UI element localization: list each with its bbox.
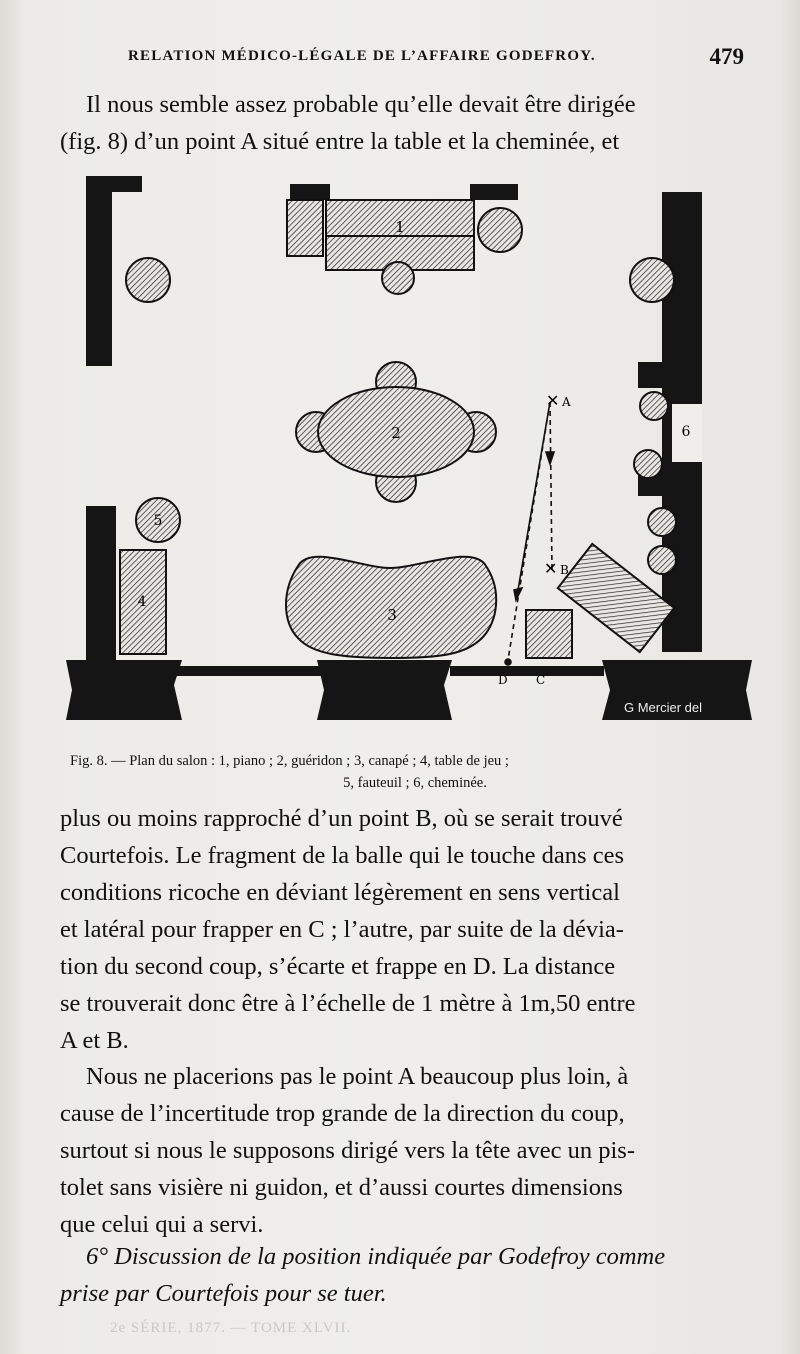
label-5: 5 <box>153 513 163 529</box>
point-a-label: A <box>562 395 571 409</box>
text-line: tolet sans visière ni guidon, et d’aussi courtes dimensions <box>60 1174 623 1201</box>
text-line: 6° Discussion de la position indiquée par Godefroy comme <box>86 1243 666 1270</box>
running-header <box>120 44 750 74</box>
bleed-through-footer: 2e SÉRIE, 1877. — TOME XLVII. <box>110 1320 352 1336</box>
text-line: et latéral pour frapper en C ; l’autre, par suite de la dévia- <box>60 916 624 943</box>
point-d-label: D <box>498 673 508 687</box>
svg-text:✕: ✕ <box>546 391 560 410</box>
page-number: 479 <box>709 44 744 69</box>
box-c <box>526 610 572 658</box>
text-line: se trouverait donc être à l’échelle de 1 mètre à 1m,50 entre <box>60 990 636 1017</box>
text-line: A et B. <box>60 1027 129 1054</box>
salon-floor-plan <box>62 170 762 730</box>
text-line: Nous ne placerions pas le point A beaucoup plus loin, à <box>86 1063 629 1090</box>
cheminee <box>672 404 702 462</box>
caption-line: 5, fauteuil ; 6, cheminée. <box>343 775 487 791</box>
text-line: surtout si nous le supposons dirigé vers la tête avec un pis- <box>60 1137 635 1164</box>
label-3: 3 <box>387 606 397 624</box>
section-heading <box>60 1238 750 1312</box>
text-line: conditions ricoche en déviant légèrement en sens vertical <box>60 879 620 906</box>
label-6: 6 <box>681 424 691 440</box>
point-c-label: C <box>536 673 546 687</box>
table-de-jeu <box>120 550 166 654</box>
engraver-signature: G Mercier del <box>624 700 703 715</box>
text-line: Il nous semble assez probable qu’elle devait être dirigée <box>86 91 636 118</box>
caption-line: Fig. 8. — Plan du salon : 1, piano ; 2, guéridon ; 3, canapé ; 4, table de jeu ; <box>70 753 509 769</box>
piano <box>287 200 522 294</box>
chair <box>126 258 170 302</box>
text-line: que celui qui a servi. <box>60 1211 264 1238</box>
text-line: Courtefois. Le fragment de la balle qui le touche dans ces <box>60 842 624 869</box>
running-title: RELATION MÉDICO-LÉGALE DE L’AFFAIRE GODEFROY. <box>128 48 596 64</box>
text-line: cause de l’incertitude trop grande de la direction du coup, <box>60 1100 625 1127</box>
intro-paragraph <box>60 86 750 160</box>
fauteuil <box>136 498 180 542</box>
svg-text:✕: ✕ <box>544 559 558 578</box>
label-2: 2 <box>391 424 401 442</box>
gueridon <box>296 362 496 502</box>
text-line: tion du second coup, s’écarte et frappe en D. La distance <box>60 953 616 980</box>
text-line: plus ou moins rapproché d’un point B, où se serait trouvé <box>60 805 623 832</box>
point-b-label: B <box>560 563 569 577</box>
canape <box>286 557 496 658</box>
label-1: 1 <box>395 218 405 236</box>
text-line: prise par Courtefois pour se tuer. <box>60 1280 387 1307</box>
chair <box>630 258 674 302</box>
body-paragraph <box>60 800 750 1059</box>
text-line: (fig. 8) d’un point A situé entre la table et la cheminée, et <box>60 128 620 155</box>
label-4: 4 <box>137 594 147 610</box>
figure-caption <box>70 750 760 794</box>
second-paragraph <box>60 1058 750 1243</box>
